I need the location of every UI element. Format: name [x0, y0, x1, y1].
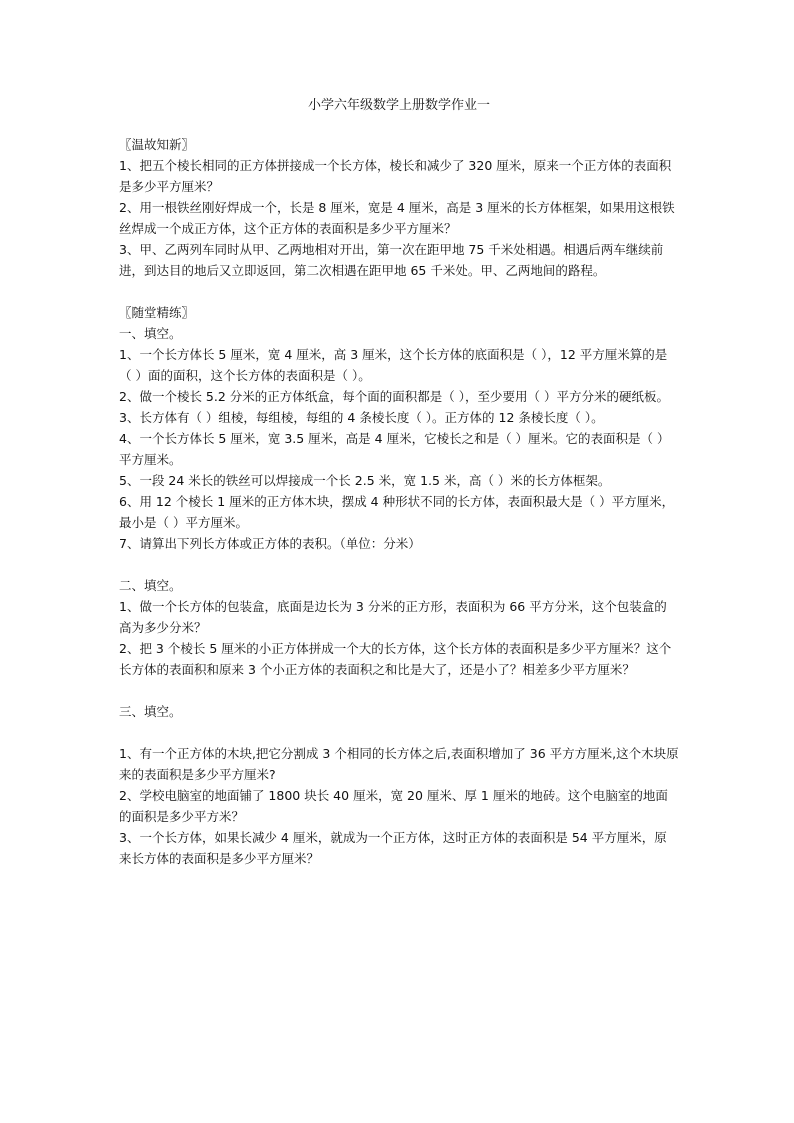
part2-question-1: 1、做一个长方体的包装盒，底面是边长为 3 分米的正方形，表面积为 66 平方分米，这个包装盒的高为多少分米？	[119, 599, 667, 635]
review-question-1: 1、把五个棱长相同的正方体拼接成一个长方体，棱长和减少了 320 厘米，原来一个正方体的表面积是多少平方厘米？	[119, 158, 672, 194]
spacer	[119, 722, 679, 743]
review-section	[119, 134, 679, 281]
part3-question-3: 3、一个长方体，如果长减少 4 厘米，就成为一个正方体，这时正方体的表面积是 54 平方厘米，原来长方体的表面积是多少平方厘米？	[119, 830, 667, 866]
review-heading: 〖温故知新〗	[119, 137, 195, 152]
part2-question-2: 2、把 3 个棱长 5 厘米的小正方体拼成一个大的长方体，这个长方体的表面积是多少平方厘米？这个长方体的表面积和原来 3 个小正方体的表面积之和比是大了，还是小了？相差多少平方厘米？	[119, 641, 672, 677]
part1-question-6: 6、用 12 个棱长 1 厘米的正方体木块，摆成 4 种形状不同的长方体，表面积最大是（ ）平方厘米，最小是（ ）平方厘米。	[119, 494, 675, 530]
part1-question-1: 1、一个长方体长 5 厘米，宽 4 厘米，高 3 厘米，这个长方体的底面积是（ ），12 平方厘米算的是（ ）面的面积，这个长方体的表面积是（ ）。	[119, 347, 668, 383]
part3-question-1: 1、有一个正方体的木块,把它分割成 3 个相同的长方体之后,表面积增加了 36 平方方厘米,这个木块原来的表面积是多少平方厘米?	[119, 746, 679, 782]
practice-heading: 〖随堂精练〗	[119, 305, 195, 320]
part1-question-4: 4、一个长方体长 5 厘米，宽 3.5 厘米，高是 4 厘米，它棱长之和是（ ）厘米。它的表面积是（ ）平方厘米。	[119, 431, 670, 467]
worksheet-page	[119, 95, 679, 869]
part3-question-2: 2、学校电脑室的地面铺了 1800 块长 40 厘米，宽 20 厘米、厚 1 厘米的地砖。这个电脑室的地面的面积是多少平方米？	[119, 788, 668, 824]
part1-question-7: 7、请算出下列长方体或正方体的表积。（单位：分米）	[119, 536, 421, 551]
part2-heading: 二、填空。	[119, 578, 182, 593]
spacer	[119, 281, 679, 302]
page-title: 小学六年级数学上册数学作业一	[307, 98, 490, 113]
review-question-3: 3、甲、乙两列车同时从甲、乙两地相对开出，第一次在距甲地 75 千米处相遇。相遇后两车继续前进，到达目的地后又立即返回，第二次相遇在距甲地 65 千米处。甲、乙两地间的路程。	[119, 242, 664, 278]
practice-section	[119, 302, 679, 869]
part2-section	[119, 575, 679, 680]
part1-heading: 一、填空。	[119, 326, 182, 341]
part3-heading: 三、填空。	[119, 704, 182, 719]
part1-section	[119, 323, 679, 554]
spacer	[119, 680, 679, 701]
review-question-2: 2、用一根铁丝刚好焊成一个，长是 8 厘米，宽是 4 厘米，高是 3 厘米的长方体框架，如果用这根铁丝焊成一个成正方体，这个正方体的表面积是多少平方厘米？	[119, 200, 675, 236]
part1-question-2: 2、做一个棱长 5.2 分米的正方体纸盒，每个面的面积都是（ ），至少要用（ ）平方分米的硬纸板。	[119, 389, 669, 404]
spacer	[119, 554, 679, 575]
part3-section	[119, 701, 679, 869]
part1-question-5: 5、一段 24 米长的铁丝可以焊接成一个长 2.5 米，宽 1.5 米，高（ ）米的长方体框架。	[119, 473, 611, 488]
part1-question-3: 3、长方体有（ ）组棱，每组棱，每组的 4 条棱长度（ ）。正方体的 12 条棱长度（ ）。	[119, 410, 604, 425]
